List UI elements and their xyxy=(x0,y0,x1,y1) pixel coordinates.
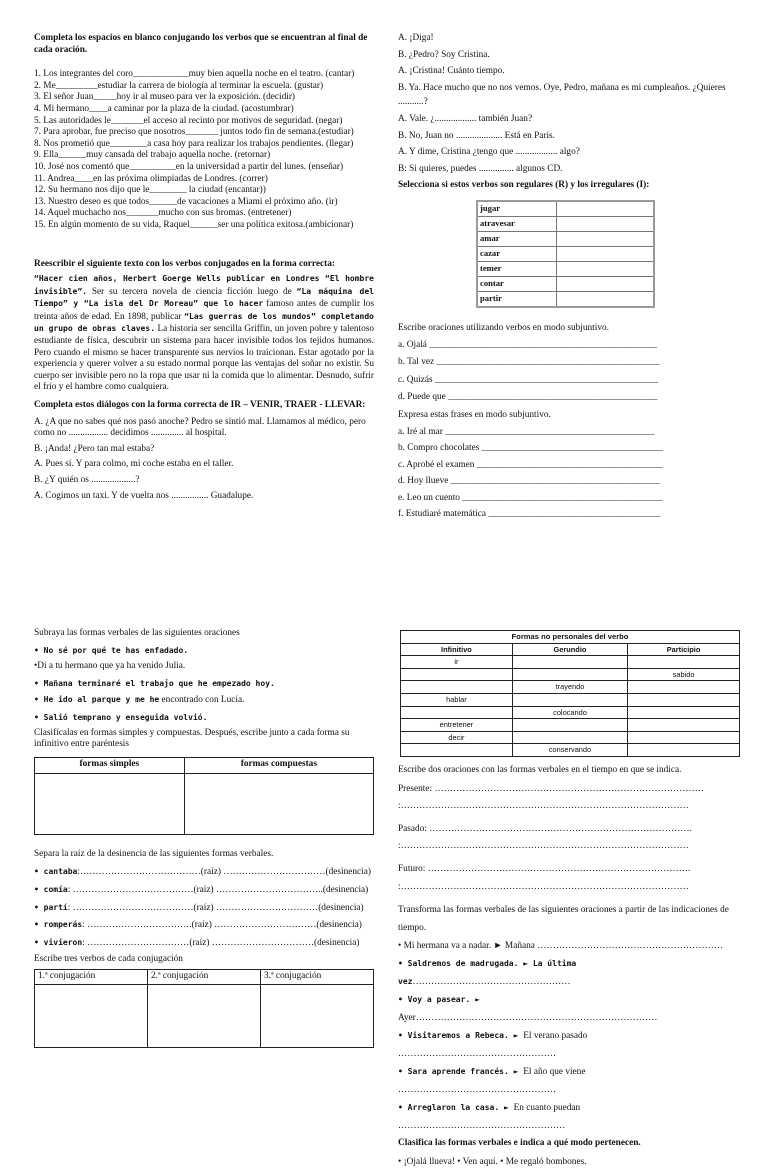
table-row xyxy=(401,693,740,706)
table-row xyxy=(401,744,740,757)
ex7-classify: Clasifícalas en formas simples y compuestas. Después, escribe junto a cada forma su infinitivo entre paréntesis xyxy=(34,727,350,750)
table-row xyxy=(401,706,740,719)
ex8-verb: • comía xyxy=(34,884,68,894)
answer-cell[interactable] xyxy=(148,984,261,1047)
ex7-sentence: •Di a tu hermano que ya ha venido Julia. xyxy=(34,661,186,672)
ex10-item xyxy=(398,1027,738,1063)
list-item: 8. Nos prometió que________a casa hoy para realizar los trabajos pendientes. (llegar) xyxy=(34,138,354,149)
ex2-title: Reescribir el siguiente texto con los verbos conjugados en la forma correcta: xyxy=(34,258,335,269)
ex10-sentence: • Saldremos de madrugada. ► La última vez xyxy=(398,959,577,987)
ex3-dialog-left xyxy=(34,417,374,503)
verb-cell: temer xyxy=(477,261,557,276)
table-cell[interactable] xyxy=(512,731,627,744)
ex8-line: : …………………………………(raíz) ……………………………(desinencia) xyxy=(67,902,364,913)
answer-cell[interactable] xyxy=(557,261,655,276)
ex2-text-3: La historia ser sencilla Griffin, un joven pobre y talentoso estudiante de física, descubrir un sistema para hacer invisible todos los tejidos humanos. Pero cuando el mismo se hacer transparente sus nervios lo traicionan. Estar agotado por la experiencia y querer volver a su estado normal porque las ventajas del soñar no existir. Su cuerpo ser invisible pero no la ropa que usar ni la comida que lo alimentar. Desnudo, sufrir el frío y el hambre como cualquiera. xyxy=(34,324,374,393)
list-item: 2. Me_________estudiar la carrera de biología al terminar la escuela. (gustar) xyxy=(34,80,324,91)
ex8-verb: • vivieron xyxy=(34,937,83,947)
table-cell[interactable] xyxy=(512,693,627,706)
ex6-item: e. Leo un cuento ___________________________________________ xyxy=(398,492,663,503)
table-cell[interactable] xyxy=(512,668,627,681)
ex10-blank: El verano pasado …………………………………………… xyxy=(398,1031,588,1060)
ex8-line: : …………………………….(raíz) ……………………………(desinencia) xyxy=(82,920,362,931)
table-row xyxy=(477,231,654,246)
ex8-line: :…………………………………(raíz) ……………………………(desinencia) xyxy=(77,867,371,878)
dialog-line: A. ¡Cristina! Cuánto tiempo. xyxy=(398,66,505,77)
ex2-handwritten-1: “Hacer cien años, Herbert Goerge Wells publicar en Londres “El hombre invisible”. xyxy=(34,274,374,296)
table-row xyxy=(477,276,654,291)
table-header xyxy=(401,643,740,656)
dialog-line: B. No, Juan no .................... Está en París. xyxy=(398,130,556,141)
table-cell[interactable]: entretener xyxy=(401,719,513,732)
ex9-line: :………………………………………………………………………………… xyxy=(398,801,689,812)
table-row xyxy=(477,291,654,307)
dialog-line: B. ¿Y quién os ...................? xyxy=(34,475,140,485)
table-cell[interactable] xyxy=(401,681,513,694)
ex10-blank: El año que viene …………………………………………… xyxy=(398,1067,586,1096)
right-column-bottom xyxy=(398,630,738,1173)
col-header: formas simples xyxy=(35,757,185,773)
list-item: 7. Para aprobar, fue preciso que nosotros_______ juntos todo fin de semana.(estudiar) xyxy=(34,127,354,138)
answer-cell[interactable] xyxy=(261,984,374,1047)
table-row xyxy=(401,719,740,732)
ex10-sentence: • Voy a pasear. ► xyxy=(398,995,480,1005)
table-row xyxy=(401,656,740,669)
ex2-handwritten-3: “Las guerras de los mundos” completando un grupo de obras claves. xyxy=(34,311,374,334)
dialog-line: B: Si quieres, puedes ............... algunos CD. xyxy=(398,163,563,174)
ex6-title: Expresa estas frases en modo subjuntivo. xyxy=(398,409,551,420)
ex10-sentence: • Visitaremos a Rebeca. ► xyxy=(398,1031,524,1041)
conjugation-table xyxy=(34,969,374,1048)
table-row xyxy=(477,201,654,217)
ex9-title: Escribe dos oraciones con las formas verbales en el tiempo en que se indica. xyxy=(398,764,682,775)
dialog-line: B. Ya. Hace mucho que no nos vemos. Oye, Pedro, mañana es mi cumpleaños. ¿Quieres xyxy=(398,82,726,93)
ex3-title: Completa estos diálogos con la forma correcta de IR – VENIR, TRAER - LLEVAR: xyxy=(34,400,366,411)
ex10-item xyxy=(398,937,738,955)
dialog-line: A. ¿A que no sabes qué nos pasó anoche? Pedro se sintió mal. Llamamos al médico, pero como no ................. decidimos .............. al hospital. xyxy=(34,416,366,439)
ex10-sentence: • Arreglaron la casa. ► xyxy=(398,1103,514,1113)
ex1-title: Completa los espacios en blanco conjugando los verbos que se encuentran al final de cada oración. xyxy=(34,33,368,55)
ex7-title: Subraya las formas verbales de las siguientes oraciones xyxy=(34,628,240,638)
ex8-verb: • cantaba xyxy=(34,867,78,877)
dialog-line: A. Vale. ¿.................. también Juan? xyxy=(398,113,533,124)
ex9-line: Futuro: …………………………………………………………………………. xyxy=(398,863,691,874)
ex8-line: : …………………………………(raíz) ……………………………..(desinencia) xyxy=(67,884,369,895)
answer-cell[interactable] xyxy=(557,291,655,307)
verb-cell: partir xyxy=(477,291,557,307)
list-item: 12. Su hermano nos dijo que le________ la ciudad (encantar)) xyxy=(34,185,266,196)
col-header: Infinitivo xyxy=(401,643,513,656)
ex10-title: Transforma las formas verbales de las siguientes oraciones a partir de las indicaciones de tiempo. xyxy=(398,905,729,934)
ex6-item: f. Estudiaré matemática _____________________________________ xyxy=(398,509,661,520)
ex6-item: a. Iré al mar _____________________________________________ xyxy=(398,426,655,437)
answer-cell[interactable] xyxy=(557,216,655,231)
table-row xyxy=(477,261,654,276)
table-cell[interactable] xyxy=(401,744,513,757)
answer-cell[interactable] xyxy=(557,246,655,261)
verb-cell: contar xyxy=(477,276,557,291)
answer-cell[interactable] xyxy=(557,276,655,291)
ex7-sentence: • Salió temprano y enseguida volvió. xyxy=(34,712,208,722)
ex10-blank: En cuanto puedan ……………………………………………… xyxy=(398,1103,581,1132)
ex8-row xyxy=(34,884,374,897)
list-item: 9. Ella______muy cansada del trabajo aquella noche. (retornar) xyxy=(34,150,271,161)
table-row xyxy=(477,216,654,231)
table-cell[interactable] xyxy=(628,693,740,706)
ex7-sentence xyxy=(34,694,374,707)
ex10-blank: Ayer…………………………………………………………………… xyxy=(398,1013,658,1024)
ex10-classify: Clasifica las formas verbales e indica a qué modo pertenecen. xyxy=(398,1138,641,1149)
ex2-text-2: famoso antes de cumplir los treinta años de edad. En 1898, publicar xyxy=(34,299,374,322)
table-cell[interactable] xyxy=(628,681,740,694)
dialog-line: B. ¡Anda! ¿Pero tan mal estaba? xyxy=(34,443,155,454)
list-item: 14. Aquel muchacho nos_______mucho con sus bromas. (entretener) xyxy=(34,208,292,219)
table-cell[interactable]: sabido xyxy=(628,668,740,681)
non-personal-forms-table xyxy=(400,630,740,757)
col-header: Participio xyxy=(628,643,740,656)
table-cell[interactable] xyxy=(628,719,740,732)
dialog-line: A. Y dime, Cristina ¿tengo que .................. algo? xyxy=(398,147,580,158)
ex8-verb: • romperás xyxy=(34,920,83,930)
ex9-line: :………………………………………………………………………………… xyxy=(398,881,689,892)
verb-cell: cazar xyxy=(477,246,557,261)
ex10-blank: …………………………………………………… xyxy=(537,941,724,952)
ex6-item: d. Hoy llueve _____________________________________________ xyxy=(398,476,660,487)
list-item: 15. En algún momento de su vida, Raquel______ser una política exitosa.(ambicionar) xyxy=(34,219,354,230)
table-cell[interactable] xyxy=(628,744,740,757)
table-caption xyxy=(401,631,740,644)
ex4-title: Selecciona si estos verbos son regulares (R) y los irregulares (I): xyxy=(398,180,650,191)
ex8-verb: • partí xyxy=(34,902,68,912)
list-item: 3. El señor Juan_____hoy ir al museo para ver la exposición. (decidir) xyxy=(34,92,296,103)
verb-cell: jugar xyxy=(477,201,557,217)
table-cell[interactable]: ir xyxy=(401,656,513,669)
table-row xyxy=(401,681,740,694)
ex8-row xyxy=(34,902,374,915)
ex10-item xyxy=(398,955,738,991)
table-cell[interactable] xyxy=(628,656,740,669)
table-cell[interactable] xyxy=(512,719,627,732)
ex8-row xyxy=(34,937,374,950)
ex8-title: Separa la raíz de la desinencia de las siguientes formas verbales. xyxy=(34,848,274,859)
table-cell[interactable]: conservando xyxy=(512,744,627,757)
ex5-item: d. Puede que _____________________________________________ xyxy=(398,392,658,403)
ex8-conj-title: Escribe tres verbos de cada conjugación xyxy=(34,954,183,965)
ex5-item: a. Ojalá _________________________________________________ xyxy=(398,339,658,350)
ex6-item: b. Compro chocolates _______________________________________ xyxy=(398,443,663,454)
ex2-handwritten-2: “La máquina del Tiempo” y “La isla del Dr Moreau” que lo hacer xyxy=(34,286,374,309)
table-caption-text: Formas no personales del verbo xyxy=(401,631,740,644)
left-column-top xyxy=(34,33,374,502)
table-row xyxy=(401,668,740,681)
forms-table xyxy=(34,757,374,835)
col-header: 3.ª conjugación xyxy=(261,969,374,984)
col-header: formas compuestas xyxy=(184,757,373,773)
ex9-line: Presente: …………………………………………………………………………… xyxy=(398,783,705,794)
ex8-row xyxy=(34,866,374,879)
table-header xyxy=(35,757,374,773)
ex10-sentence: • Sara aprende francés. ► xyxy=(398,1067,524,1077)
verb-cell: amar xyxy=(477,231,557,246)
ex1-list xyxy=(34,69,374,231)
dialog-line: A. ¡Diga! xyxy=(398,33,434,43)
verb-table xyxy=(476,200,655,308)
ex9-line: :………………………………………………………………………………… xyxy=(398,841,689,852)
list-item: 4. Mi hermano____a caminar por la plaza de la ciudad. (acostumbrar) xyxy=(34,103,294,114)
table-cell[interactable] xyxy=(628,731,740,744)
list-item: 1. Los integrantes del coro____________muy bien aquella noche en el teatro. (cantar) xyxy=(34,69,355,80)
left-column-bottom xyxy=(34,628,374,1048)
ex10-sentence: • Mi hermana va a nadar. ► Mañana xyxy=(398,941,538,952)
ex7-sentence: • Mañana terminaré el trabajo que he empezado hoy. xyxy=(34,678,275,688)
verb-cell: atravesar xyxy=(477,216,557,231)
ex7-sentence-part: encontrado con Lucía. xyxy=(159,695,245,706)
ex9-line: Pasado: …………………………………………………………………………. xyxy=(398,823,692,834)
ex5-item: c. Quizás ________________________________________________ xyxy=(398,374,659,385)
answer-cell[interactable] xyxy=(184,773,373,834)
ex10-last: • ¡Ojalá llueva! • Ven aquí. • Me regaló bombones. xyxy=(398,1157,587,1168)
table-cell[interactable] xyxy=(628,706,740,719)
list-item: 13. Nuestro deseo es que todos______de vacaciones a Miami el próximo año. (ir) xyxy=(34,196,338,207)
table-cell[interactable]: trayendo xyxy=(512,681,627,694)
ex5-item: b. Tal vez ________________________________________________ xyxy=(398,357,660,368)
table-row xyxy=(477,246,654,261)
ex10-item xyxy=(398,1099,738,1135)
ex10-blank: …………………………………………… xyxy=(412,977,571,988)
table-cell[interactable] xyxy=(401,668,513,681)
ex6-item: c. Aprobé el examen ________________________________________ xyxy=(398,459,663,470)
ex7-sentence: • No sé por qué te has enfadado. xyxy=(34,645,189,655)
dialog-line: A. Pues sí. Y para colmo, mi coche estaba en el taller. xyxy=(34,459,234,470)
table-cell[interactable] xyxy=(401,706,513,719)
ex2-text-1: Ser su tercera novela de ciencia ficción luego de xyxy=(86,286,297,297)
table-header xyxy=(35,969,374,984)
table-cell[interactable]: colocando xyxy=(512,706,627,719)
list-item: 11. Andrea____en las próxima olimpiadas de Londres. (correr) xyxy=(34,173,268,184)
list-item: 5. Las autoridades le_______el acceso al recinto por motivos de seguridad. (negar) xyxy=(34,115,343,126)
answer-cell[interactable] xyxy=(557,231,655,246)
table-cell[interactable]: decir xyxy=(401,731,513,744)
table-row xyxy=(35,984,374,1047)
answer-cell[interactable] xyxy=(557,201,655,217)
ex7-sentence-part: • He ido al parque y me he xyxy=(34,695,160,705)
dialog-line: A. Cogimos un taxi. Y de vuelta nos ................ Guadalupe. xyxy=(34,490,254,501)
ex5-title: Escribe oraciones utilizando verbos en modo subjuntivo. xyxy=(398,322,609,333)
ex8-row xyxy=(34,919,374,932)
table-cell[interactable] xyxy=(512,656,627,669)
table-row xyxy=(401,731,740,744)
col-header: 1.ª conjugación xyxy=(35,969,148,984)
ex8-line: : ……………………………(raíz) ……………………………(desinencia) xyxy=(82,937,360,948)
dialog-line: ...........? xyxy=(398,97,428,108)
col-header: Gerundio xyxy=(512,643,627,656)
table-row xyxy=(35,773,374,834)
answer-cell[interactable] xyxy=(35,773,185,834)
col-header: 2.ª conjugación xyxy=(148,969,261,984)
right-column-top xyxy=(398,33,738,521)
table-cell[interactable]: hablar xyxy=(401,693,513,706)
ex10-item xyxy=(398,991,738,1027)
ex10-item xyxy=(398,1063,738,1099)
answer-cell[interactable] xyxy=(35,984,148,1047)
dialog-line: B. ¿Pedro? Soy Cristina. xyxy=(398,49,490,60)
ex2-text xyxy=(34,273,374,394)
list-item: 10. José nos comentó que__________en la universidad a partir del lunes. (enseñar) xyxy=(34,161,344,172)
